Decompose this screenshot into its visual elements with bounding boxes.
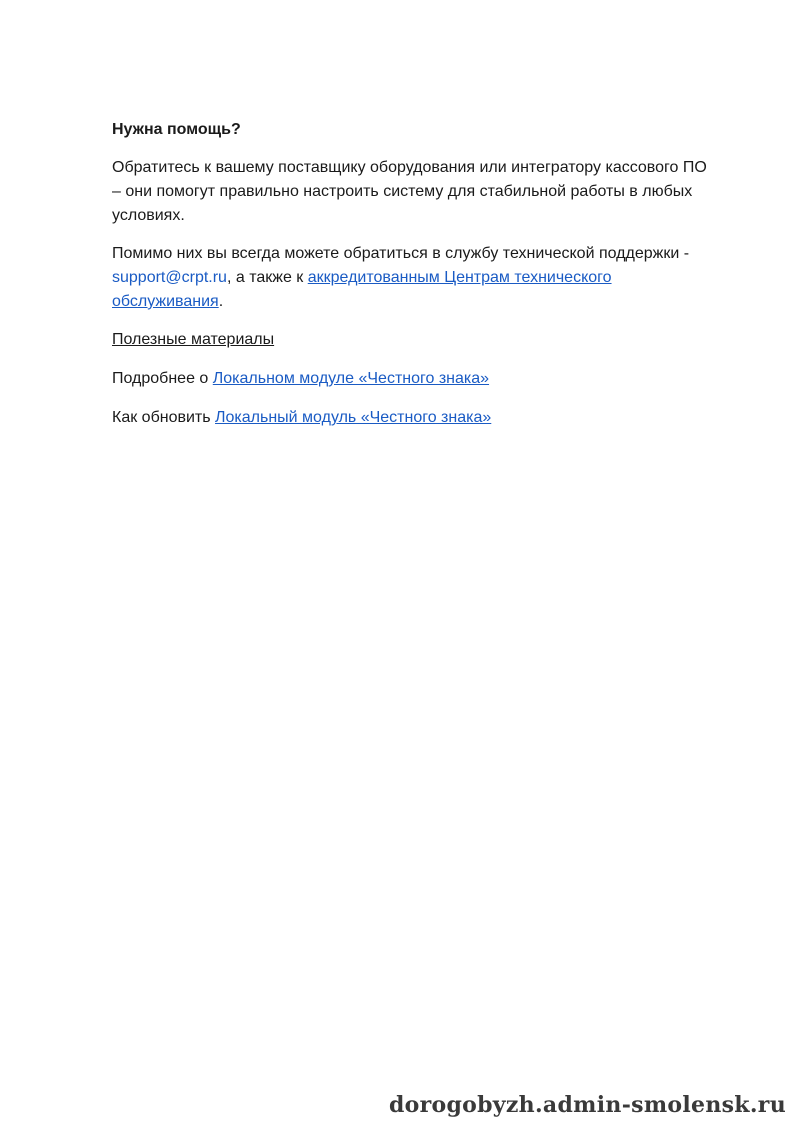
materials-item-1-prefix: Подробнее о [112,370,213,387]
materials-heading: Полезные материалы [112,331,275,348]
service-centers-link[interactable]: аккредитованным Центрам технического обслуживания [112,269,612,310]
materials-item-2-prefix: Как обновить [112,409,216,426]
local-module-update-link[interactable]: Локальный модуль «Честного знака» [215,409,492,426]
paragraph-2-middle: , а также к [226,269,308,286]
help-paragraph-1: Обратитесь к вашему поставщику оборудования или интегратору кассового ПО – они помогут правильно настроить систему для стабильной работы в любых условиях. [112,159,707,224]
support-email-link[interactable]: support@crpt.ru [112,269,227,286]
paragraph-2-suffix: . [218,293,224,310]
local-module-info-link[interactable]: Локальном модуле «Честного знака» [212,370,490,387]
materials-item-1 [112,367,712,391]
site-watermark: dorogobyzh.admin-smolensk.ru [388,1092,786,1118]
document-body [112,118,712,445]
paragraph-2-prefix: Помимо них вы всегда можете обратиться в службу технической поддержки - [112,245,690,262]
help-paragraph-2 [112,242,712,314]
materials-item-2 [112,406,712,430]
help-heading: Нужна помощь? [112,121,241,138]
